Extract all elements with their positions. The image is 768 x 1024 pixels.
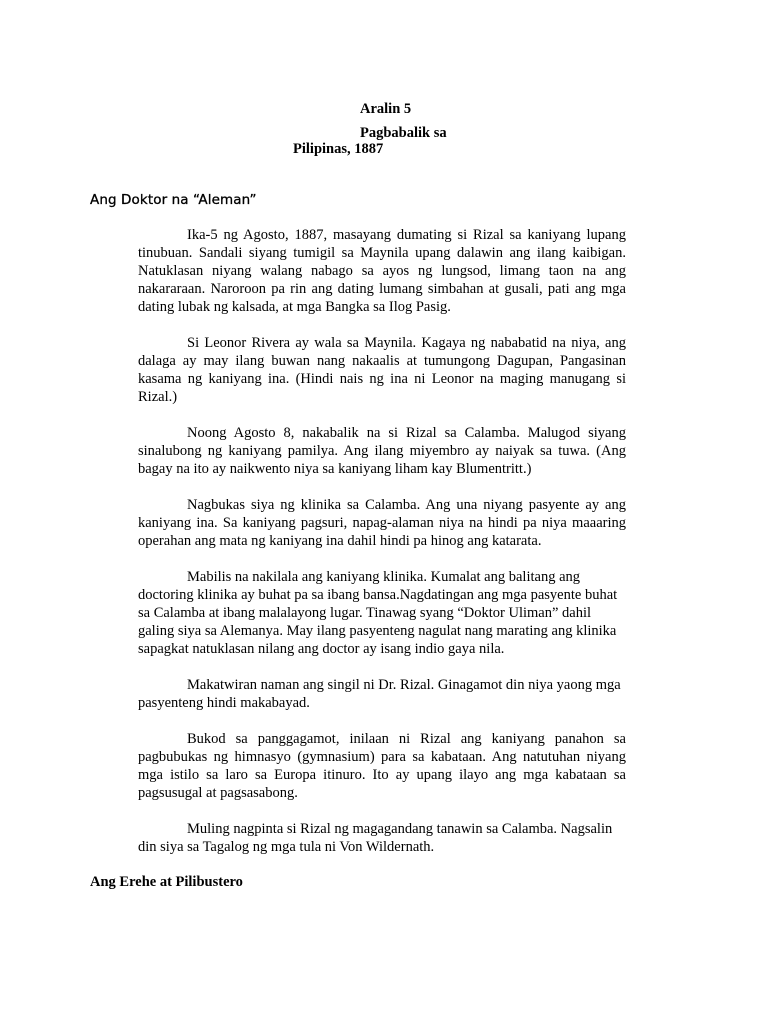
paragraph: Noong Agosto 8, nakabalik na si Rizal sa Calamba. Malugod siyang sinalubong ng kaniyang pamilya. Ang ilang miyembro ay naiyak sa tuwa. (Ang bagay na ito ay naikwento niya sa kaniyang liham kay Blumentritt.) [138,425,626,477]
section-body [138,226,626,874]
lesson-number: Aralin 5 [360,101,412,117]
paragraph: Makatwiran naman ang singil ni Dr. Rizal. Ginagamot din niya yaong mga pasyenteng hindi makabayad. [138,677,621,711]
paragraph: Si Leonor Rivera ay wala sa Maynila. Kagaya ng nababatid na niya, ang dalaga ay may ilang buwan nang nakaalis at tumungong Dagupan, Pangasinan kasama ng kaniyang ina. (Hindi nais ng ina ni Leonor na maging manugang si Rizal.) [138,335,626,405]
paragraph: Bukod sa panggagamot, inilaan ni Rizal ang kaniyang panahon sa pagbubukas ng himnasyo (gymnasium) para sa kabataan. Ang natutuhan niyang mga istilo sa laro sa Europa itinuro. Ito ay upang ilayo ang mga kabataan sa pagsusugal at pagsasabong. [138,731,626,801]
section-heading-doktor: Ang Doktor na “Aleman” [90,192,257,208]
paragraph: Ika-5 ng Agosto, 1887, masayang dumating si Rizal sa kaniyang lupang tinubuan. Sandali siyang tumigil sa Maynila upang dalawin ang ilang kaibigan. Natuklasan niyang walang nabago sa ayos ng lungsod, limang taon na ang nakararaan. Naroroon pa rin ang dating lumang simbahan at gusali, pati ang mga dating lubak ng kalsada, at mga Bangka sa Ilog Pasig. [138,227,626,315]
section-heading-erehe: Ang Erehe at Pilibustero [90,874,243,890]
lesson-title-line-2: Pilipinas, 1887 [293,141,384,157]
paragraph: Nagbukas siya ng klinika sa Calamba. Ang una niyang pasyente ay ang kaniyang ina. Sa kaniyang pagsuri, napag-alaman niya na hindi pa niya maaaring operahan ang mata ng kaniyang ina dahil hindi pa hinog ang katarata. [138,497,626,549]
paragraph: Mabilis na nakilala ang kaniyang klinika. Kumalat ang balitang ang doctoring klinika ay buhat pa sa ibang bansa.Nagdatingan ang mga pasyente buhat sa Calamba at ibang malalayong lugar. Tinawag syang “Doktor Uliman” dahil galing siya sa Alemanya. May ilang pasyenteng nagulat nang marating ang klinika sapagkat natuklasan nilang ang doctor ay isang indio gaya nila. [138,569,618,657]
paragraph: Muling nagpinta si Rizal ng magagandang tanawin sa Calamba. Nagsalin din siya sa Tagalog ng mga tula ni Von Wildernath. [138,821,613,855]
lesson-title-line-1: Pagbabalik sa [360,125,447,141]
